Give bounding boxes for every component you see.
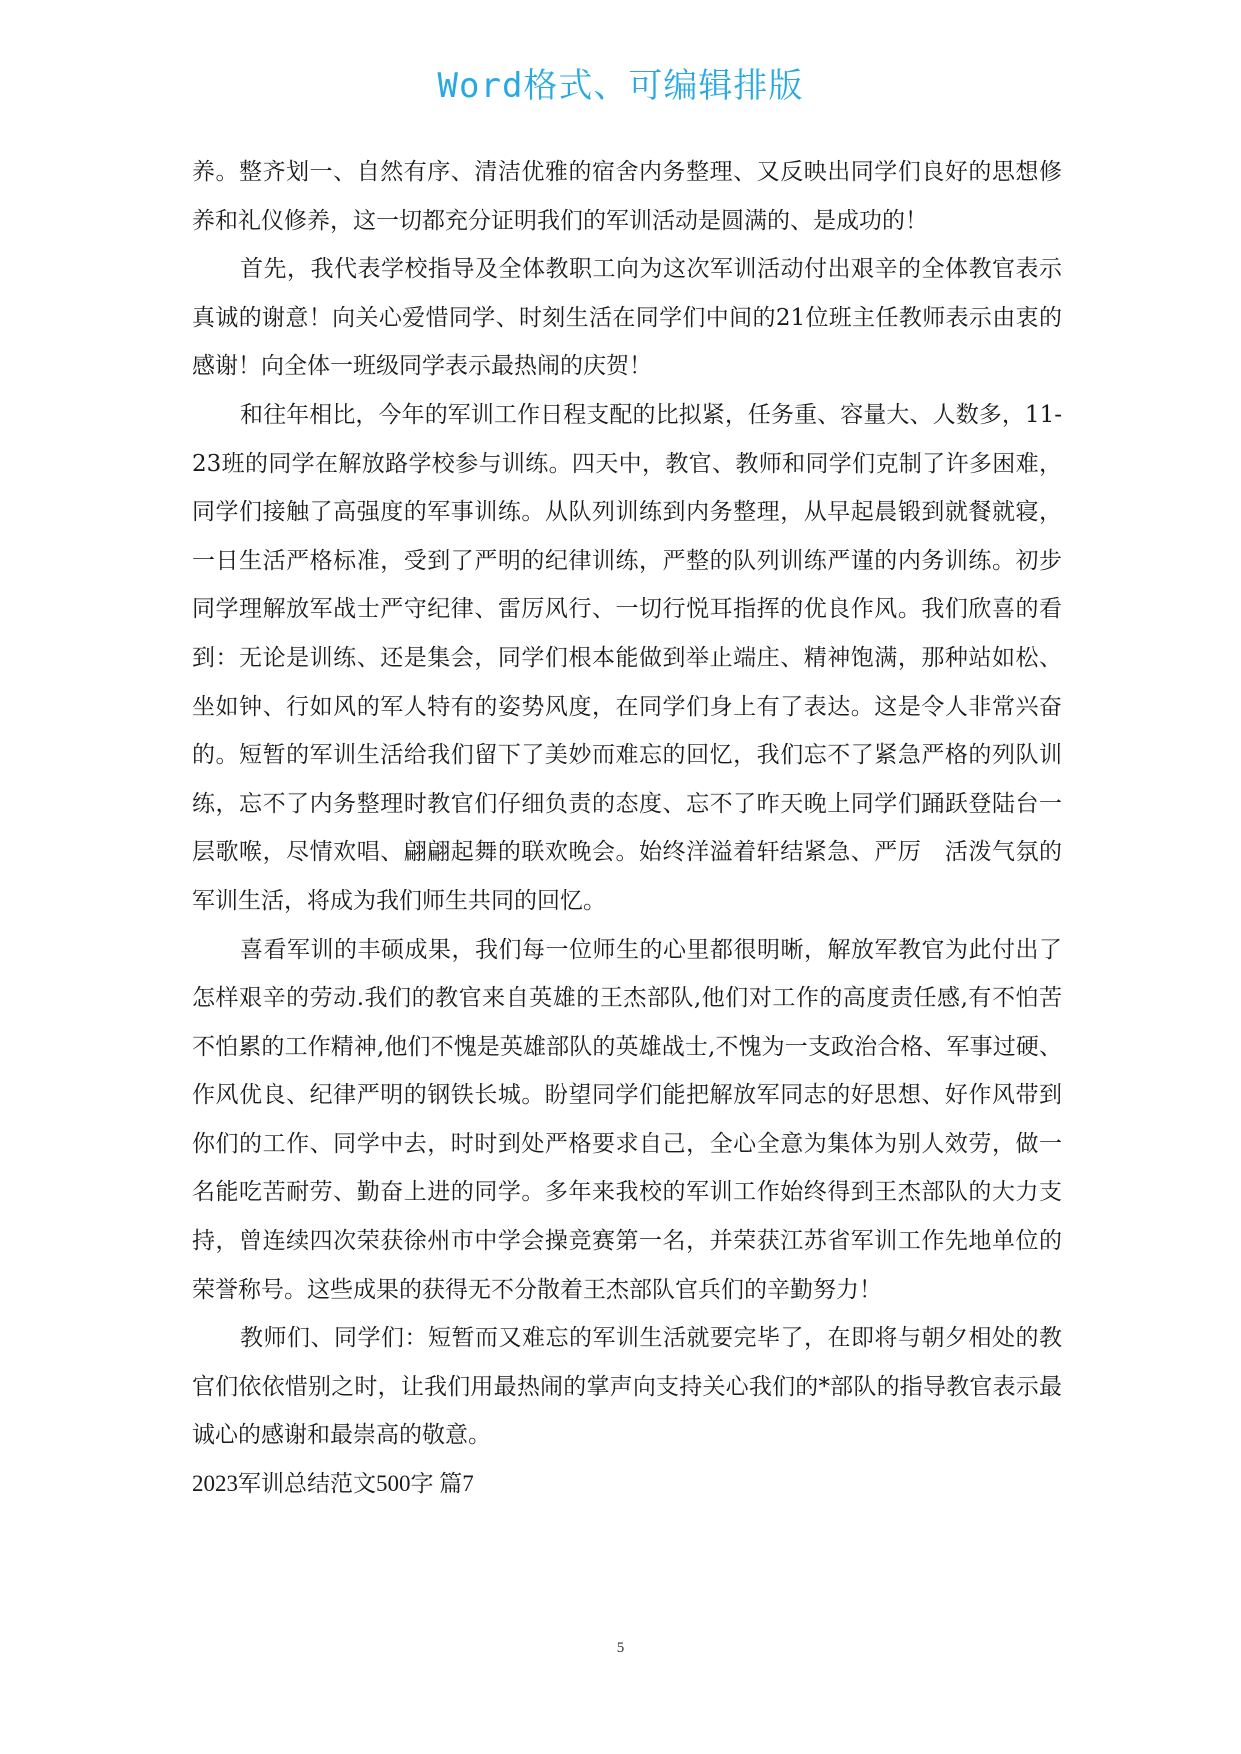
paragraph-1: 养。整齐划一、自然有序、清洁优雅的宿舍内务整理、又反映出同学们良好的思想修养和礼仪修养，这一切都充分证明我们的军训活动是圆满的、是成功的！ (192, 159, 1062, 234)
paragraph-3: 和往年相比，今年的军训工作日程支配的比拟紧，任务重、容量大、人数多，11-23班的同学在解放路学校参与训练。四天中，教官、教师和同学们克制了许多困难，同学们接触了高强度的军事训练。从队列训练到内务整理，从早起晨锻到就餐就寝，一日生活严格标准，受到了严明的纪律训练，严整的队列训练严谨的内务训练。初步同学理解放军战士严守纪律、雷厉风行、一切行悦耳指挥的优良作风。我们欣喜的看到：无论是训练、还是集会，同学们根本能做到举止端庄、精神饱满，那种站如松、坐如钟、行如风的军人特有的姿势风度，在同学们身上有了表达。这是令人非常兴奋的。短暂的军训生活给我们留下了美妙而难忘的回忆，我们忘不了紧急严格的列队训练，忘不了内务整理时教官们仔细负责的态度、忘不了昨天晚上同学们踊跃登陆台一层歌喉，尽情欢唱、翩翩起舞的联欢晚会。始终洋溢着轩结紧急、严厉 活泼气氛的军训生活，将成为我们师生共同的回忆。 (192, 401, 1062, 914)
page-header-title: Word格式、可编辑排版 (437, 66, 804, 106)
paragraph-5: 教师们、同学们：短暂而又难忘的军训生活就要完毕了，在即将与朝夕相处的教官们依依惜别之时，让我们用最热闹的掌声向支持关心我们的*部队的指导教官表示最诚心的感谢和最崇高的敬意。 (192, 1325, 1062, 1449)
section-heading: 2023军训总结范文500字 篇7 (192, 1471, 474, 1497)
document-body (192, 148, 1062, 1509)
page-number: 5 (616, 1640, 625, 1656)
paragraph-2: 首先，我代表学校指导及全体教职工向为这次军训活动付出艰辛的全体教官表示真诚的谢意！向关心爱惜同学、时刻生活在同学们中间的21位班主任教师表示由衷的感谢！向全体一班级同学表示最热闹的庆贺！ (192, 256, 1062, 380)
paragraph-4: 喜看军训的丰硕成果，我们每一位师生的心里都很明晰，解放军教官为此付出了怎样艰辛的劳动.我们的教官来自英雄的王杰部队,他们对工作的高度责任感,有不怕苦不怕累的工作精神,他们不愧是英雄部队的英雄战士,不愧为一支政治合格、军事过硬、作风优良、纪律严明的钢铁长城。盼望同学们能把解放军同志的好思想、好作风带到你们的工作、同学中去，时时到处严格要求自己，全心全意为集体为别人效劳，做一名能吃苦耐劳、勤奋上进的同学。多年来我校的军训工作始终得到王杰部队的大力支持，曾连续四次荣获徐州市中学会操竞赛第一名，并荣获江苏省军训工作先地单位的荣誉称号。这些成果的获得无不分散着王杰部队官兵们的辛勤努力！ (192, 936, 1062, 1303)
